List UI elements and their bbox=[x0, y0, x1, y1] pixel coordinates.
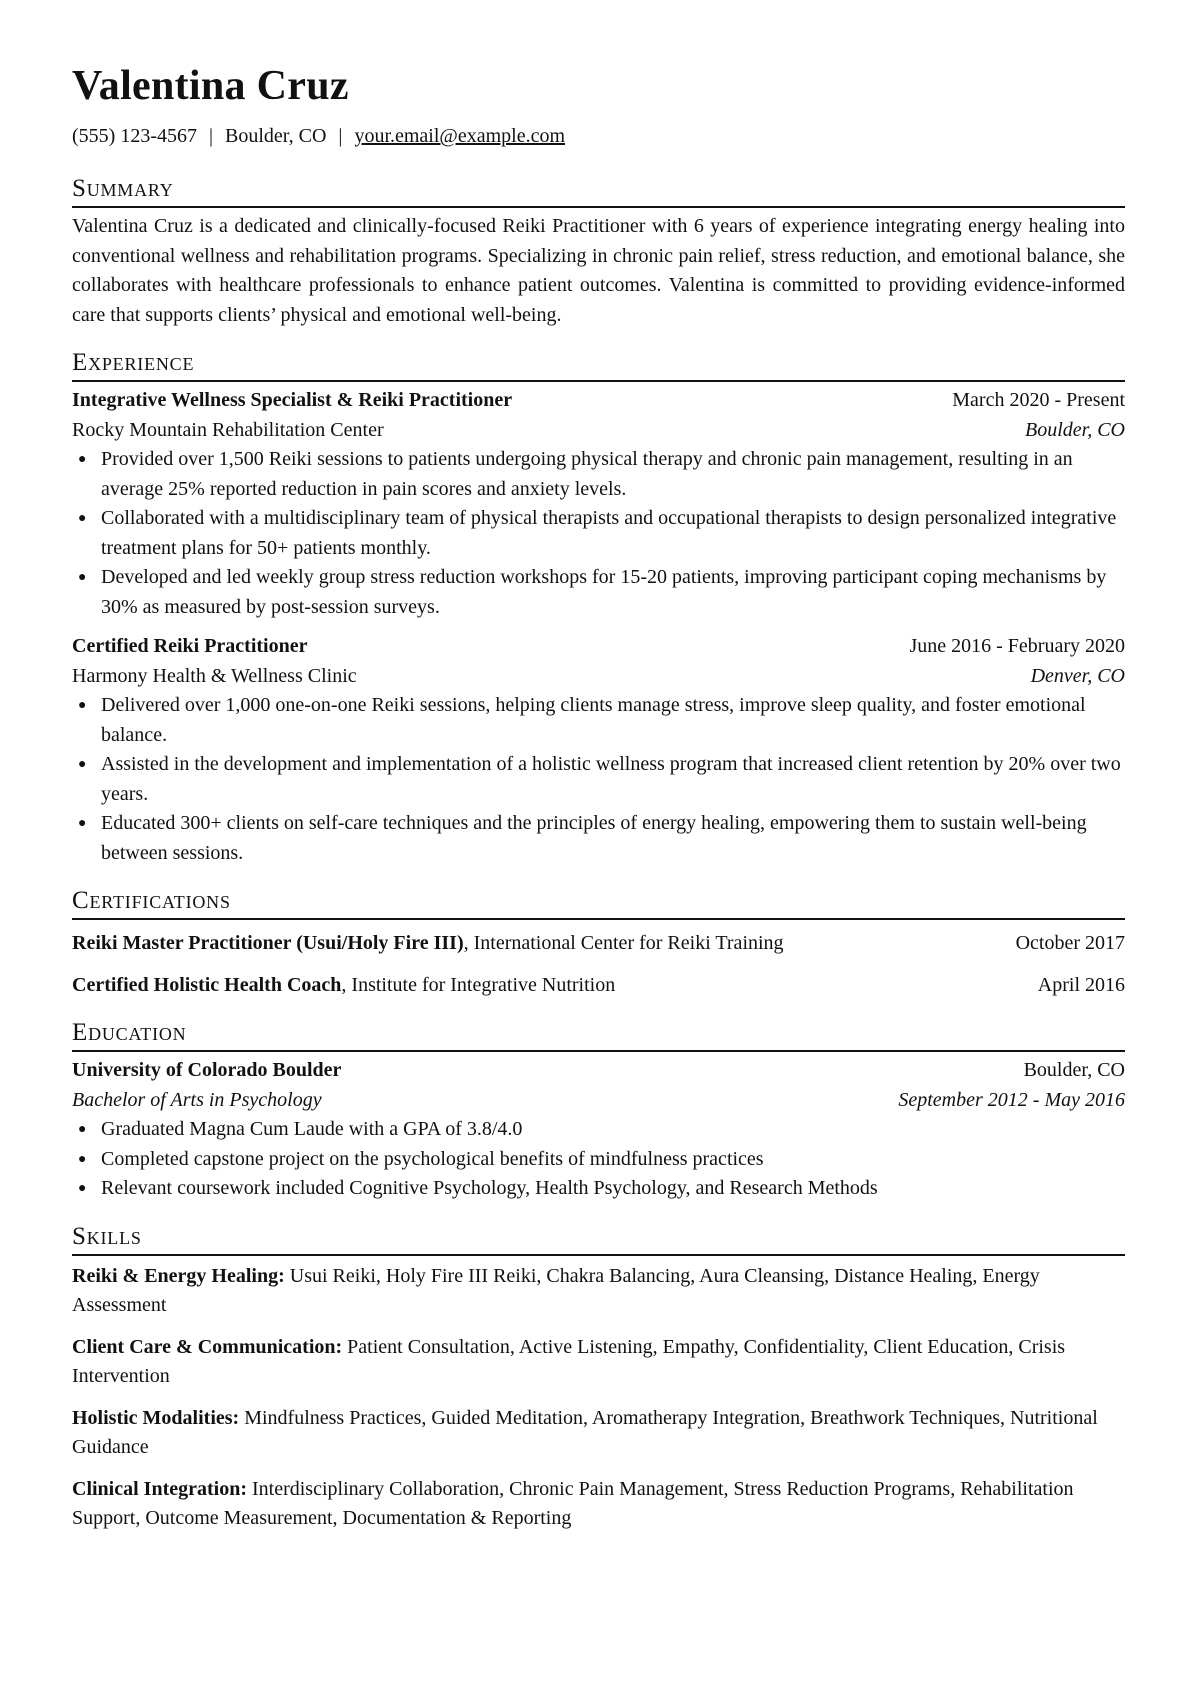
resume-page bbox=[72, 58, 1125, 1534]
job-bullets bbox=[72, 691, 1125, 868]
bullet-icon: ● bbox=[78, 511, 87, 526]
bullet-icon: ● bbox=[78, 1122, 87, 1137]
bullet-text: Collaborated with a multidisciplinary team of physical therapists and occupational therapists to design personalized integrative treatment plans for 50+ patients monthly. bbox=[101, 507, 1117, 559]
job-bullets bbox=[72, 445, 1125, 622]
certification-row bbox=[72, 929, 1125, 959]
bullet-text: Delivered over 1,000 one-on-one Reiki sessions, helping clients manage stress, improve sleep quality, and foster emotional balance. bbox=[101, 694, 1086, 746]
job-entry bbox=[72, 386, 1125, 622]
list-item bbox=[72, 750, 1125, 809]
list-item bbox=[72, 563, 1125, 622]
location: Boulder, CO bbox=[225, 125, 327, 147]
education-header-row bbox=[72, 1056, 1125, 1086]
list-item bbox=[72, 504, 1125, 563]
job-org-row bbox=[72, 416, 1125, 446]
experience-section bbox=[72, 348, 1125, 868]
education-entry bbox=[72, 1056, 1125, 1204]
job-org-row bbox=[72, 662, 1125, 692]
school-location: Boulder, CO bbox=[1023, 1059, 1125, 1081]
section-title-experience: Experience bbox=[72, 348, 1125, 382]
skill-items: Interdisciplinary Collaboration, Chronic Pain Management, Stress Reduction Programs, Rehabilitation Support, Outcome Measurement, Documentation & Reporting bbox=[72, 1477, 1074, 1529]
job-dates: March 2020 - Present bbox=[952, 389, 1125, 411]
summary-text: Valentina Cruz is a dedicated and clinically-focused Reiki Practitioner with 6 years of experience integrating energy healing into conventional wellness and rehabilitation programs. Specializing in chronic pain relief, stress reduction, and emotional balance, she collaborates with healthcare professionals to enhance patient outcomes. Valentina is committed to providing evidence-informed care that supports clients’ physical and emotional well-being. bbox=[72, 215, 1125, 326]
job-header-row bbox=[72, 632, 1125, 662]
phone-number: (555) 123-4567 bbox=[72, 125, 197, 147]
section-title-skills: Skills bbox=[72, 1222, 1125, 1256]
summary-section bbox=[72, 174, 1125, 330]
candidate-name: Valentina Cruz bbox=[72, 63, 349, 109]
skill-items: Usui Reiki, Holy Fire III Reiki, Chakra Balancing, Aura Cleansing, Distance Healing, Energy Assessment bbox=[72, 1264, 1040, 1316]
certification-issuer: , Institute for Integrative Nutrition bbox=[341, 973, 616, 996]
email-link[interactable]: your.email@example.com bbox=[354, 125, 566, 147]
skill-label: Client Care & Communication: bbox=[72, 1335, 343, 1358]
school-name: University of Colorado Boulder bbox=[72, 1059, 342, 1081]
skill-label: Holistic Modalities: bbox=[72, 1406, 240, 1429]
contact-separator: | bbox=[338, 125, 343, 147]
certification-text bbox=[72, 929, 784, 959]
bullet-text: Developed and led weekly group stress reduction workshops for 15-20 patients, improving participant coping mechanisms by 30% as measured by post-session surveys. bbox=[101, 566, 1107, 618]
list-item bbox=[72, 1145, 1125, 1175]
certifications-section bbox=[72, 886, 1125, 1000]
certification-name: Certified Holistic Health Coach bbox=[72, 973, 342, 996]
certification-date: October 2017 bbox=[1015, 932, 1125, 954]
bullet-icon: ● bbox=[78, 570, 87, 585]
section-title-certifications: Certifications bbox=[72, 886, 1125, 920]
bullet-icon: ● bbox=[78, 757, 87, 772]
bullet-text: Provided over 1,500 Reiki sessions to patients undergoing physical therapy and chronic pain management, resulting in an average 25% reported reduction in pain scores and anxiety levels. bbox=[101, 448, 1073, 500]
bullet-icon: ● bbox=[78, 452, 87, 467]
job-role: Certified Reiki Practitioner bbox=[72, 635, 308, 657]
certification-date: April 2016 bbox=[1037, 973, 1125, 996]
bullet-text: Relevant coursework included Cognitive Psychology, Health Psychology, and Research Methods bbox=[101, 1177, 878, 1199]
skills-section bbox=[72, 1222, 1125, 1534]
section-title-education: Education bbox=[72, 1018, 1125, 1052]
skill-group bbox=[72, 1333, 1125, 1392]
bullet-icon: ● bbox=[78, 698, 87, 713]
job-location: Denver, CO bbox=[1030, 664, 1125, 687]
skill-group bbox=[72, 1262, 1125, 1321]
certification-row bbox=[72, 971, 1125, 1001]
job-role: Integrative Wellness Specialist & Reiki Practitioner bbox=[72, 389, 513, 411]
education-degree-row bbox=[72, 1086, 1125, 1116]
education-bullets bbox=[72, 1115, 1125, 1204]
job-dates: June 2016 - February 2020 bbox=[909, 635, 1125, 657]
certification-name: Reiki Master Practitioner (Usui/Holy Fire III) bbox=[72, 932, 464, 954]
bullet-text: Assisted in the development and implementation of a holistic wellness program that increased client retention by 20% over two years. bbox=[101, 753, 1121, 805]
job-org: Rocky Mountain Rehabilitation Center bbox=[72, 418, 384, 441]
education-section bbox=[72, 1018, 1125, 1204]
contact-line bbox=[72, 122, 1125, 150]
job-org: Harmony Health & Wellness Clinic bbox=[72, 664, 357, 687]
bullet-icon: ● bbox=[78, 816, 87, 831]
education-dates: September 2012 - May 2016 bbox=[898, 1088, 1125, 1111]
skill-label: Reiki & Energy Healing: bbox=[72, 1264, 285, 1287]
skill-group bbox=[72, 1404, 1125, 1463]
skill-group bbox=[72, 1475, 1125, 1534]
skill-items: Mindfulness Practices, Guided Meditation, Aromatherapy Integration, Breathwork Techniques, Nutritional Guidance bbox=[72, 1406, 1098, 1458]
list-item bbox=[72, 1174, 1125, 1204]
certification-issuer: , International Center for Reiki Training bbox=[463, 932, 784, 954]
bullet-icon: ● bbox=[78, 1181, 87, 1196]
list-item bbox=[72, 445, 1125, 504]
bullet-icon: ● bbox=[78, 1151, 87, 1167]
section-title-summary: Summary bbox=[72, 174, 1125, 208]
bullet-text: Graduated Magna Cum Laude with a GPA of 3.8/4.0 bbox=[101, 1118, 523, 1140]
list-item bbox=[72, 809, 1125, 868]
certification-text bbox=[72, 971, 615, 1001]
bullet-text: Educated 300+ clients on self-care techniques and the principles of energy healing, empowering them to sustain well-being between sessions. bbox=[101, 812, 1087, 864]
job-header-row bbox=[72, 386, 1125, 416]
bullet-text: Completed capstone project on the psychological benefits of mindfulness practices bbox=[101, 1147, 764, 1170]
list-item bbox=[72, 691, 1125, 750]
job-location: Boulder, CO bbox=[1025, 418, 1125, 441]
job-entry bbox=[72, 632, 1125, 868]
skill-items: Patient Consultation, Active Listening, Empathy, Confidentiality, Client Education, Crisis Intervention bbox=[72, 1335, 1066, 1387]
skill-label: Clinical Integration: bbox=[72, 1477, 247, 1500]
list-item bbox=[72, 1115, 1125, 1145]
degree-name: Bachelor of Arts in Psychology bbox=[72, 1088, 322, 1111]
contact-separator: | bbox=[208, 125, 213, 147]
